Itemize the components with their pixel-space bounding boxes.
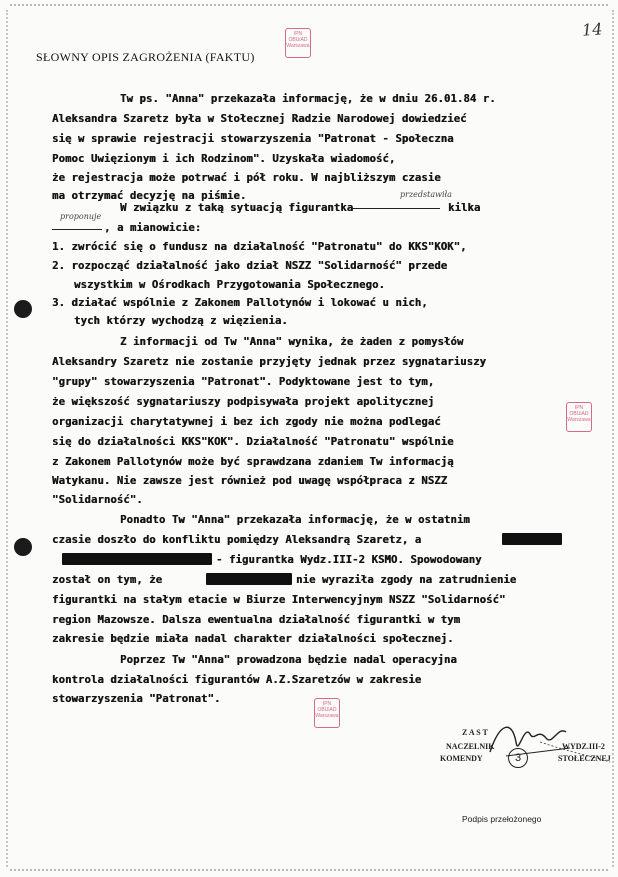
ipn-stamp-right: IPN OBUiAD Warszawa bbox=[566, 402, 592, 432]
redaction-block bbox=[502, 533, 562, 545]
scan-border-left bbox=[6, 10, 8, 867]
redaction-block bbox=[62, 553, 212, 565]
page-number: 14 bbox=[581, 19, 603, 40]
text-line: Tw ps. "Anna" przekazała informację, że w dniu 26.01.84 r. bbox=[120, 93, 496, 105]
text-line: "grupy" stowarzyszenia "Patronat". Podyktowane jest to tym, bbox=[52, 376, 435, 388]
text-line: Watykanu. Nie zawsze jest również pod uwagę współpraca z NSZZ bbox=[52, 475, 448, 487]
text-line: kilka bbox=[448, 202, 481, 214]
ipn-stamp-bottom: IPN OBUiAD Warszawa bbox=[314, 698, 340, 728]
text-line: się w sprawie rejestracji stowarzyszenia "Patronat - Społeczna bbox=[52, 133, 454, 145]
text-line: Z informacji od Tw "Anna" wynika, że żaden z pomysłów bbox=[120, 336, 464, 348]
text-line: z Zakonem Pallotynów może być sprawdzana zdaniem Tw informacją bbox=[52, 456, 454, 468]
signature-stamp-text: WYDZ.III-2 bbox=[562, 742, 605, 751]
text-line: kontrola działalności figurantów A.Z.Szaretzów w zakresie bbox=[52, 674, 422, 686]
text-line: Aleksandry Szaretz nie zostanie przyjęty jednak przez sygnatariuszy bbox=[52, 356, 487, 368]
text-line: region Mazowsze. Dalsza ewentualna działalność figurantki w tym bbox=[52, 614, 461, 626]
text-line: się do działalności KKS"KOK". Działalność "Patronatu" wspólnie bbox=[52, 436, 454, 448]
text-line: tych którzy wychodzą z więzienia. bbox=[74, 315, 288, 327]
text-line: , a mianowicie: bbox=[104, 222, 202, 234]
strikethrough bbox=[52, 229, 102, 230]
list-item: 2. rozpocząć działalność jako dział NSZZ "Solidarność" przede bbox=[52, 260, 448, 272]
text-line: że rejestracja może potrwać i pół roku. W najbliższym czasie bbox=[52, 172, 441, 184]
text-line: figurantki na stałym etacie w Biurze Interwencyjnym NSZZ "Solidarność" bbox=[52, 594, 506, 606]
list-item: 3. działać wspólnie z Zakonem Pallotynów i lokować u nich, bbox=[52, 297, 428, 309]
text-line: Pomoc Uwięzionym i ich Rodzinom". Uzyskała wiadomość, bbox=[52, 153, 396, 165]
list-item: 1. zwrócić się o fundusz na działalność "Patronatu" do KKS"KOK", bbox=[52, 241, 467, 253]
text-line: Aleksandra Szaretz była w Stołecznej Radzie Narodowej dowiedzieć bbox=[52, 113, 467, 125]
text-line: nie wyraziła zgody na zatrudnienie bbox=[296, 574, 517, 586]
strikethrough bbox=[352, 208, 440, 209]
handwritten-insert: przedstawiła bbox=[400, 190, 452, 199]
signature-stamp-text: NACZELNIK bbox=[446, 742, 495, 751]
supervisor-signature-label: Podpis przełożonego bbox=[462, 814, 542, 824]
handwritten-signature-icon bbox=[420, 712, 616, 782]
scan-border-top bbox=[10, 4, 608, 6]
handwritten-insert: proponuje bbox=[60, 212, 102, 221]
text-line: organizacji charytatywnej i bez ich zgody nie można podlegać bbox=[52, 416, 441, 428]
text-line: czasie doszło do konfliktu pomiędzy Aleksandrą Szaretz, a bbox=[52, 534, 422, 546]
text-line: ma otrzymać decyzję na piśmie. bbox=[52, 190, 247, 202]
redaction-block bbox=[206, 573, 292, 585]
text-line: - figurantka Wydz.III-2 KSMO. Spowodowany bbox=[216, 554, 482, 566]
signature-stamp-text: STOŁECZNEJ bbox=[558, 754, 611, 763]
scan-border-bottom bbox=[10, 869, 608, 871]
punch-hole-icon bbox=[14, 300, 32, 318]
document-heading: SŁOWNY OPIS ZAGROŻENIA (FAKTU) bbox=[36, 50, 255, 64]
text-line: Ponadto Tw "Anna" przekazała informację, że w ostatnim bbox=[120, 514, 470, 526]
text-line: został on tym, że bbox=[52, 574, 163, 586]
text-line: stowarzyszenia "Patronat". bbox=[52, 693, 221, 705]
signature-stamp-text: Z A S T bbox=[462, 728, 488, 737]
text-line: Poprzez Tw "Anna" prowadzona będzie nadal operacyjna bbox=[120, 654, 457, 666]
text-line: że większość sygnatariuszy podpisywała projekt apolitycznej bbox=[52, 396, 435, 408]
text-line: W związku z taką sytuacją figurantka bbox=[120, 202, 354, 214]
ipn-stamp-top: IPN OBUiAD Warszawa bbox=[285, 28, 311, 58]
text-line: wszystkim w Ośrodkach Przygotowania Społecznego. bbox=[74, 279, 385, 291]
text-line: zakresie będzie miała nadal charakter działalności społecznej. bbox=[52, 633, 454, 645]
punch-hole-icon bbox=[14, 538, 32, 556]
circled-number: 3 bbox=[508, 748, 528, 768]
text-line: "Solidarność". bbox=[52, 494, 143, 506]
signature-stamp-text: KOMENDY bbox=[440, 754, 483, 763]
signature-block bbox=[420, 712, 616, 782]
